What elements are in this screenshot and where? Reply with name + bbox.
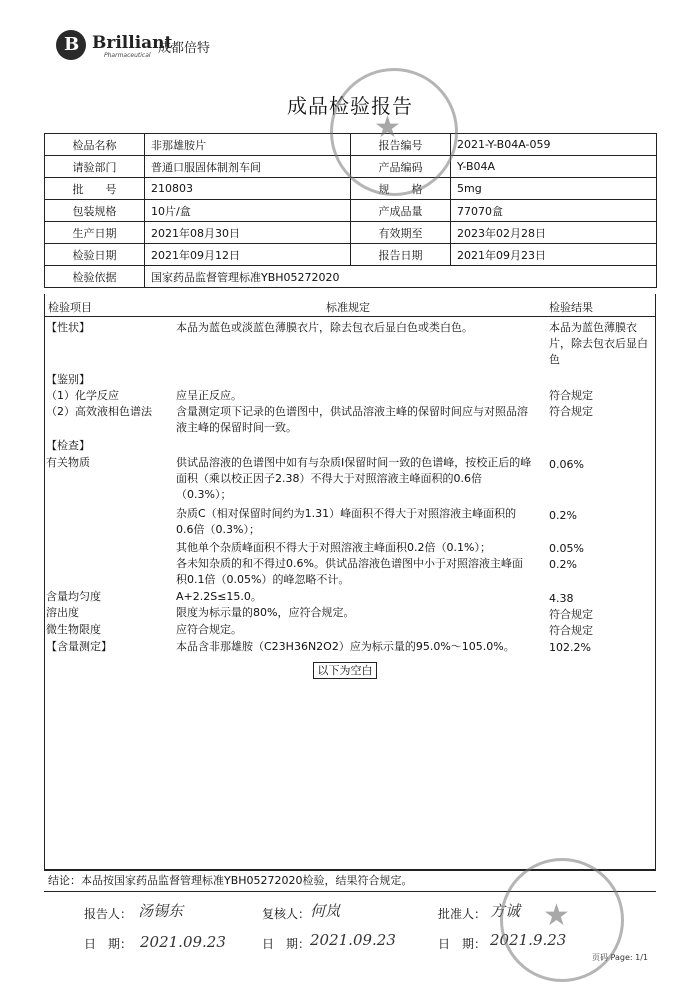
- info-row: [45, 200, 657, 222]
- label-product-code: 产品编码: [351, 156, 451, 178]
- value-report-date: 2021年09月23日: [451, 244, 657, 266]
- item-chemical-reaction: （1）化学反应: [46, 389, 119, 402]
- reviewer-label: 复核人：: [262, 907, 311, 921]
- value-department: 普通口服固体制剂车间: [145, 156, 351, 178]
- value-test-date: 2021年09月12日: [145, 244, 351, 266]
- item-assay: 【含量测定】: [46, 640, 112, 653]
- item-dissolution: 溶出度: [46, 606, 79, 619]
- conclusion-text: 结论：本品按国家药品监督管理标准YBH05272020检验，结果符合规定。: [48, 874, 413, 887]
- standard-related-3: 其他单个杂质峰面积不得大于对照溶液主峰面积0.2倍（0.1%）；: [176, 541, 491, 554]
- label-packaging: 包装规格: [45, 200, 145, 222]
- label-expiry: 有效期至: [351, 222, 451, 244]
- column-header-divider: [44, 316, 656, 317]
- result-hplc: 符合规定: [549, 405, 593, 418]
- date-label-2: 日 期：: [262, 937, 311, 951]
- standard-hplc: 含量测定项下记录的色谱图中，供试品溶液主峰的保留时间应与对照品溶液主峰的保留时间一致。: [176, 405, 528, 434]
- value-expiry: 2023年02月28日: [451, 222, 657, 244]
- label-product-name: 检品名称: [45, 134, 145, 156]
- standard-dissolution: 限度为标示量的80%，应符合规定。: [176, 606, 355, 619]
- item-appearance: 【性状】: [46, 321, 90, 334]
- star-icon: ★: [543, 898, 570, 933]
- item-inspection: 【检查】: [46, 439, 90, 452]
- approver-label: 批准人：: [438, 907, 487, 921]
- brand-subtitle: Pharmaceutical: [104, 52, 151, 59]
- date-label-3: 日 期：: [438, 937, 487, 951]
- label-basis: 检验依据: [45, 266, 145, 288]
- standard-content-uniformity: A+2.2S≤15.0。: [176, 590, 262, 603]
- item-content-uniformity: 含量均匀度: [46, 590, 101, 603]
- label-quantity: 产成品量: [351, 200, 451, 222]
- approver-signature: 方诚: [490, 902, 521, 920]
- date-label-1: 日 期：: [84, 937, 133, 951]
- item-microbial-limit: 微生物限度: [46, 623, 101, 636]
- label-production-date: 生产日期: [45, 222, 145, 244]
- result-related-1: 0.06%: [549, 458, 584, 471]
- label-report-date: 报告日期: [351, 244, 451, 266]
- label-report-no: 报告编号: [351, 134, 451, 156]
- standard-related-4: 各未知杂质的和不得过0.6%。供试品溶液色谱图中小于对照溶液主峰面积0.1倍（0.05%）的峰忽略不计。: [176, 557, 523, 586]
- standard-appearance: 本品为蓝色或淡蓝色薄膜衣片，除去包衣后显白色或类白色。: [176, 321, 473, 334]
- standard-chemical-reaction: 应呈正反应。: [176, 389, 242, 402]
- approver-date: 2021.9.23: [490, 931, 567, 949]
- value-basis: 国家药品监督管理标准YBH05272020: [145, 266, 657, 288]
- standard-related-1: 供试品溶液的色谱图中如有与杂质I保留时间一致的色谱峰，按校正后的峰面积（乘以校正因子2.38）不得大于对照溶液主峰面积的0.6倍（0.3%）；: [176, 456, 532, 501]
- reviewer-date: 2021.09.23: [310, 931, 396, 949]
- label-test-date: 检验日期: [45, 244, 145, 266]
- reviewer-signature: 何岚: [310, 902, 341, 920]
- result-content-uniformity: 4.38: [549, 592, 574, 605]
- reporter-date: 2021.09.23: [140, 933, 226, 951]
- blank-below-note: 以下为空白: [313, 662, 377, 679]
- result-related-3: 0.05%: [549, 542, 584, 555]
- value-spec: 5mg: [451, 178, 657, 200]
- star-icon: ★: [374, 110, 401, 145]
- column-header-result: 检验结果: [549, 301, 593, 314]
- standard-microbial-limit: 应符合规定。: [176, 623, 242, 636]
- item-identification: 【鉴别】: [46, 373, 90, 386]
- brand-chinese-name: 成都倍特: [158, 41, 211, 56]
- page-number: 页码 Page: 1/1: [591, 953, 648, 962]
- reporter-label: 报告人：: [84, 907, 133, 921]
- info-row: [45, 244, 657, 266]
- label-spec: 规 格: [351, 178, 451, 200]
- info-row: [45, 178, 657, 200]
- label-department: 请验部门: [45, 156, 145, 178]
- brand-name: Brilliant: [92, 33, 173, 53]
- value-quantity: 77070盒: [451, 200, 657, 222]
- standard-assay: 本品含非那雄胺（C23H36N2O2）应为标示量的95.0%～105.0%。: [176, 640, 515, 653]
- standard-related-2: 杂质C（相对保留时间约为1.31）峰面积不得大于对照溶液主峰面积的0.6倍（0.3%）；: [176, 507, 517, 536]
- result-assay: 102.2%: [549, 641, 591, 654]
- reporter-signature: 汤锡东: [138, 902, 184, 920]
- result-chemical-reaction: 符合规定: [549, 389, 593, 402]
- logo-letter: B: [64, 34, 80, 55]
- value-product-name: 非那雄胺片: [145, 134, 351, 156]
- value-packaging: 10片/盒: [145, 200, 351, 222]
- result-appearance: 本品为蓝色薄膜衣片，除去包衣后显白色: [549, 321, 648, 366]
- value-production-date: 2021年08月30日: [145, 222, 351, 244]
- value-batch: 210803: [145, 178, 351, 200]
- value-report-no: 2021-Y-B04A-059: [451, 134, 657, 156]
- info-row: [45, 222, 657, 244]
- item-related-substances: 有关物质: [46, 456, 90, 469]
- column-header-standard: 标准规定: [326, 301, 370, 314]
- result-related-2: 0.2%: [549, 509, 577, 522]
- info-row: [45, 266, 657, 288]
- report-title: 成品检验报告: [287, 94, 413, 118]
- result-dissolution: 符合规定: [549, 608, 593, 621]
- label-batch: 批 号: [45, 178, 145, 200]
- value-product-code: Y-B04A: [451, 156, 657, 178]
- column-header-item: 检验项目: [48, 301, 92, 314]
- result-microbial-limit: 符合规定: [549, 624, 593, 637]
- item-hplc: （2）高效液相色谱法: [46, 405, 152, 418]
- result-related-4: 0.2%: [549, 558, 577, 571]
